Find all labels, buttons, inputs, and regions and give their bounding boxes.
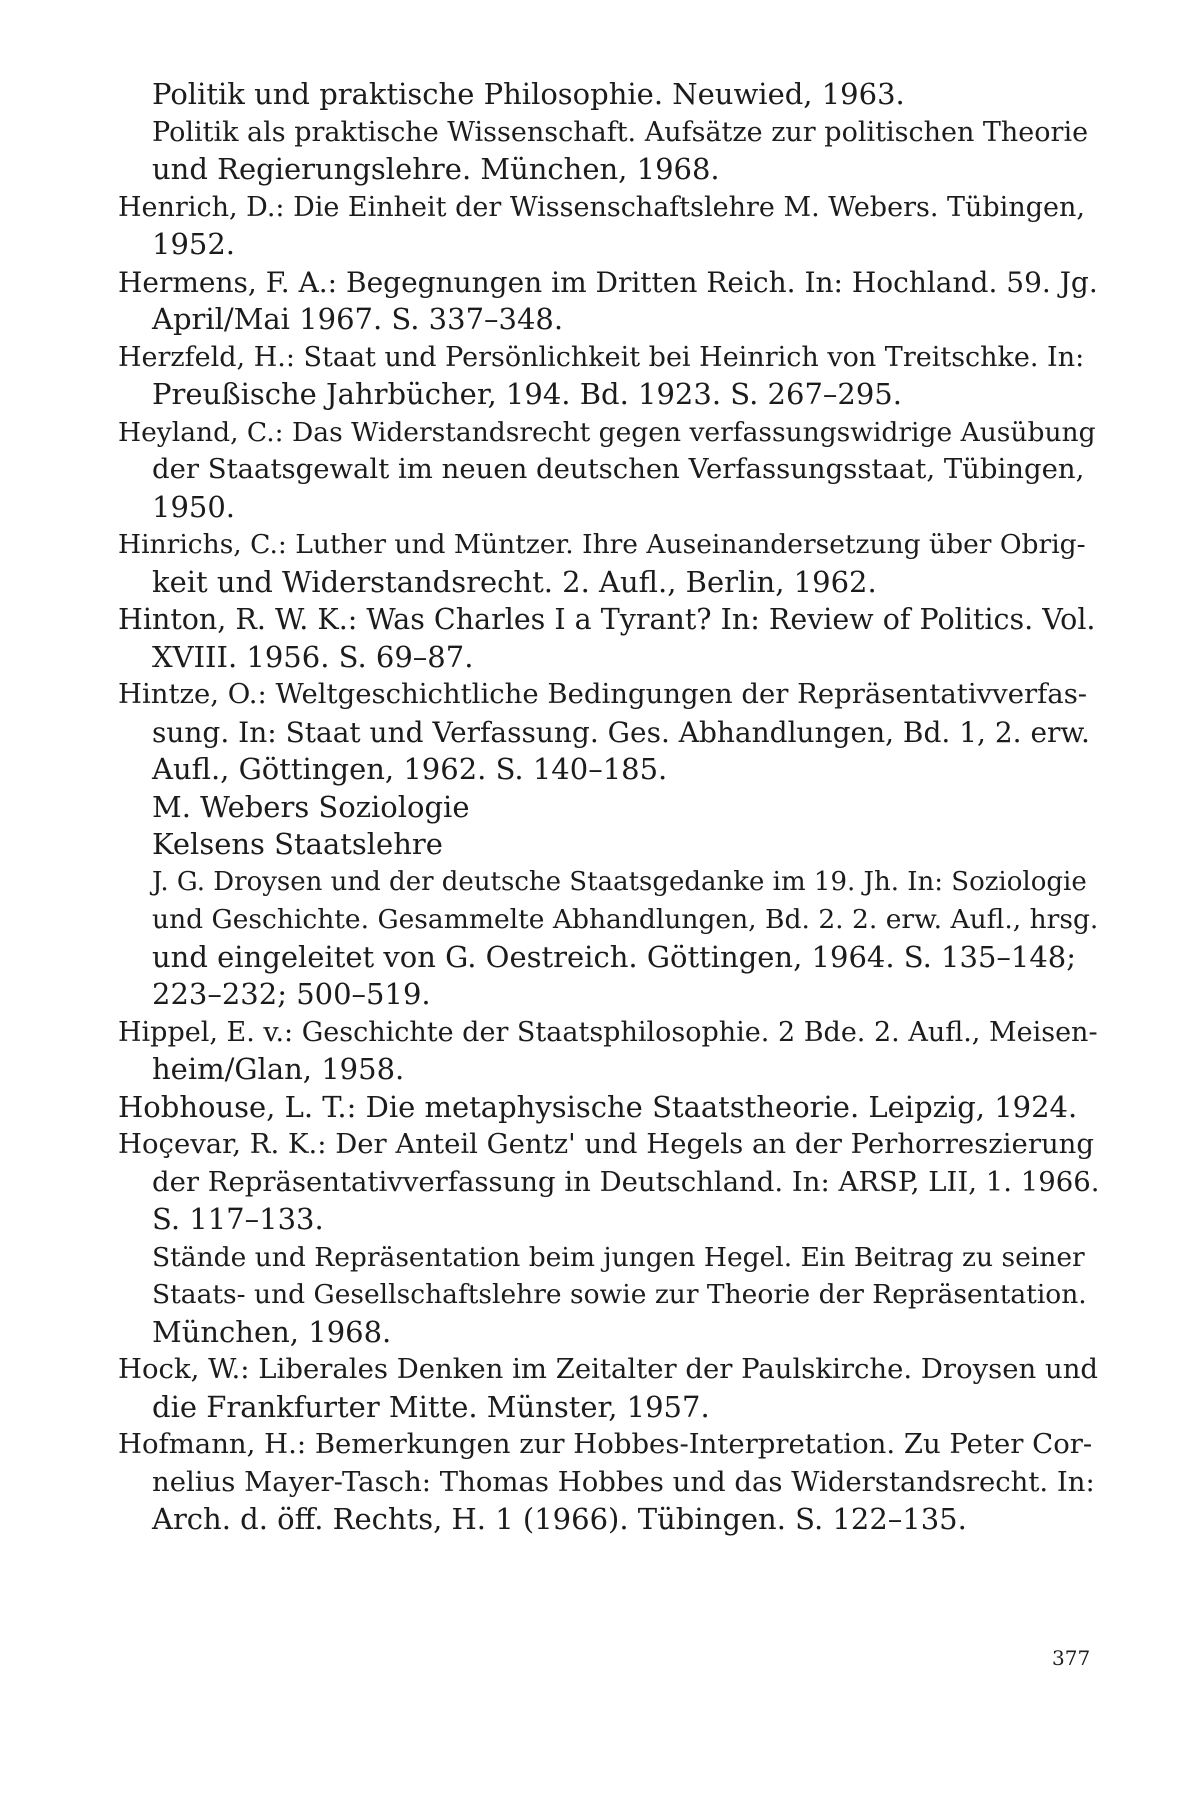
bibliography-line: Staats- und Gesellschaftslehre sowie zur Theorie der Repräsentation. [152, 1279, 1087, 1310]
bibliography-line: Hoçevar, R. K.: Der Anteil Gentz' und Hegels an der Perhorreszierung [118, 1128, 1094, 1160]
bibliography-line: der Staatsgewalt im neuen deutschen Verfassungsstaat, Tübingen, [152, 453, 1085, 485]
bibliography-line: München, 1968. [152, 1314, 392, 1349]
bibliography-line: und eingeleitet von G. Oestreich. Göttingen, 1964. S. 135–148; [152, 939, 1077, 974]
bibliography-line: Politik und praktische Philosophie. Neuwied, 1963. [152, 77, 905, 111]
bibliography-line: Hermens, F. A.: Begegnungen im Dritten Reich. In: Hochland. 59. Jg. [118, 265, 1098, 299]
bibliography-line: XVIII. 1956. S. 69–87. [152, 639, 474, 674]
bibliography-line: April/Mai 1967. S. 337–348. [152, 302, 564, 336]
bibliography-line: heim/Glan, 1958. [152, 1052, 405, 1086]
bibliography-line: keit und Widerstandsrecht. 2. Aufl., Berlin, 1962. [152, 564, 877, 599]
bibliography-line: Hobhouse, L. T.: Die metaphysische Staatstheorie. Leipzig, 1924. [118, 1089, 1078, 1124]
bibliography-line: und Regierungslehre. München, 1968. [152, 152, 720, 186]
bibliography-line: sung. In: Staat und Verfassung. Ges. Abhandlungen, Bd. 1, 2. erw. [152, 715, 1090, 749]
bibliography-line: Hinton, R. W. K.: Was Charles I a Tyrant? In: Review of Politics. Vol. [118, 603, 1096, 636]
bibliography-line: Kelsens Staatslehre [152, 827, 443, 861]
bibliography-line: Henrich, D.: Die Einheit der Wissenschaftslehre M. Webers. Tübingen, [118, 191, 1085, 223]
bibliography-line: M. Webers Soziologie [152, 789, 470, 824]
bibliography-line: 1950. [152, 489, 236, 524]
bibliography-line: Herzfeld, H.: Staat und Persönlichkeit bei Heinrich von Treitschke. In: [118, 341, 1085, 373]
bibliography-line: Heyland, C.: Das Widerstandsrecht gegen verfassungswidrige Ausübung [118, 416, 1096, 448]
bibliography-line: 223–232; 500–519. [152, 977, 431, 1011]
bibliography-text [118, 76, 1100, 1539]
bibliography-line: nelius Mayer-Tasch: Thomas Hobbes und das Widerstandsrecht. In: [152, 1465, 1095, 1498]
bibliography-line: Preußische Jahrbücher, 194. Bd. 1923. S. 267–295. [152, 377, 902, 411]
bibliography-line: Hofmann, H.: Bemerkungen zur Hobbes-Interpretation. Zu Peter Cor- [118, 1428, 1093, 1460]
bibliography-line: die Frankfurter Mitte. Münster, 1957. [152, 1389, 710, 1424]
bibliography-line: der Repräsentativverfassung in Deutschland. In: ARSP, LII, 1. 1966. [152, 1165, 1100, 1198]
bibliography-line: Hintze, O.: Weltgeschichtliche Bedingungen der Repräsentativverfas- [118, 678, 1088, 710]
bibliography-line: Hinrichs, C.: Luther und Müntzer. Ihre Auseinandersetzung über Obrig- [118, 529, 1086, 560]
bibliography-line: Stände und Repräsentation beim jungen Hegel. Ein Beitrag zu seiner [152, 1241, 1085, 1273]
bibliography-line: Politik als praktische Wissenschaft. Aufsätze zur politischen Theorie [152, 116, 1089, 148]
bibliography-line: Hock, W.: Liberales Denken im Zeitalter der Paulskirche. Droysen und [118, 1353, 1099, 1385]
bibliography-line: S. 117–133. [152, 1202, 324, 1236]
bibliography-line: Aufl., Göttingen, 1962. S. 140–185. [152, 752, 668, 786]
page-number: 377 [1052, 1646, 1091, 1670]
bibliography-line: J. G. Droysen und der deutsche Staatsgedanke im 19. Jh. In: Soziologie [152, 866, 1087, 897]
bibliography-line: und Geschichte. Gesammelte Abhandlungen, Bd. 2. 2. erw. Aufl., hrsg. [152, 904, 1099, 935]
bibliography-line: Arch. d. öff. Rechts, H. 1 (1966). Tübingen. S. 122–135. [152, 1502, 967, 1536]
bibliography-line: 1952. [152, 227, 236, 261]
bibliography-line: Hippel, E. v.: Geschichte der Staatsphilosophie. 2 Bde. 2. Aufl., Meisen- [118, 1016, 1098, 1048]
